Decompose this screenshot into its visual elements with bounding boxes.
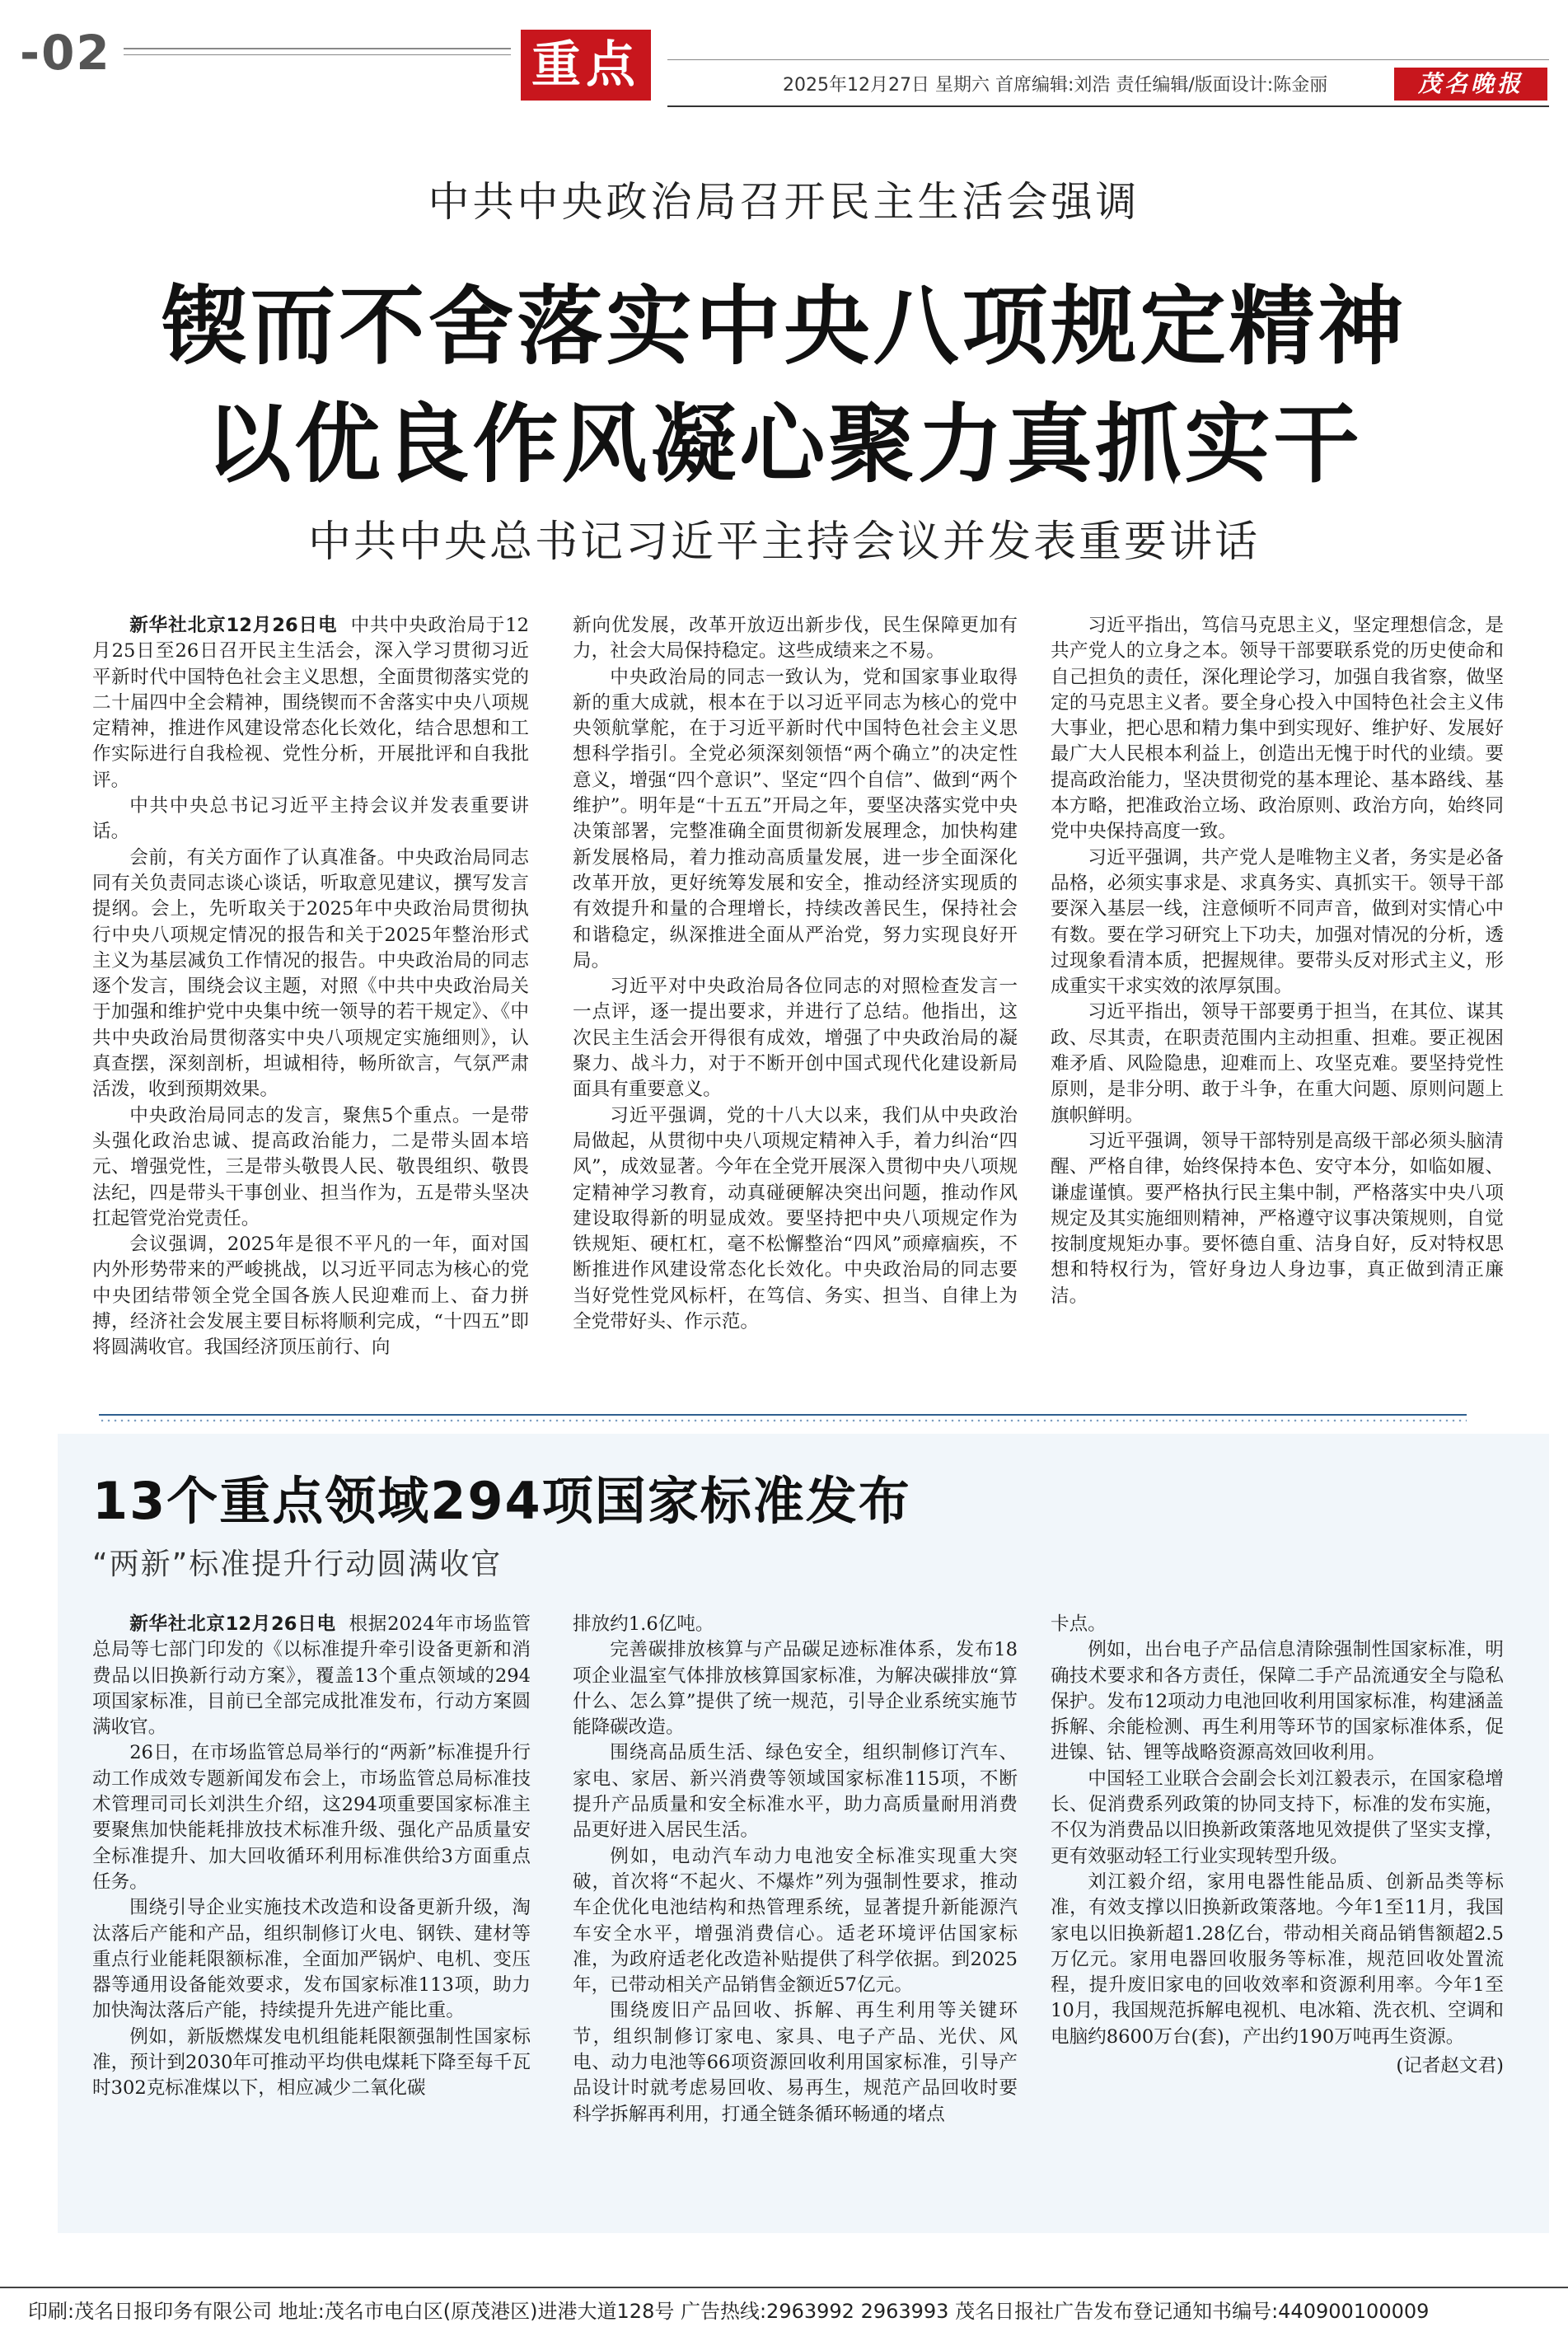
story2-headline: 13个重点领域294项国家标准发布 [92,1471,911,1531]
story1-col1-p3: 会前，有关方面作了认真准备。中央政治局同志同有关负责同志谈心谈话，听取意见建议，撰写发言提纲。会上，先听取关于2025年中央政治局贯彻执行中央八项规定情况的报告和关于2025年整治形式主义为基层减负工作情况的报告。中央政治局的同志逐个发言，围绕会议主题，对照《中共中央政治局关于加强和维护党中央集中统一领导的若干规定》、《中共中央政治局贯彻落实中央八项规定实施细则》，认真查摆，深刻剖析，坦诚相待，畅所欲言，气氛严肃活泼，收到预期效果。 [92,846,529,1101]
story1-column-2 [573,613,1018,1335]
story1-col2-p3: 习近平对中央政治局各位同志的对照检查发言一一点评，逐一提出要求，并进行了总结。他指出，这次民主生活会开得很有成效，增强了中央政治局的凝聚力、战斗力，对于不断开创中国式现代化建设新局面具有重要意义。 [573,976,1018,1101]
story2-col1-p3: 围绕引导企业实施技术改造和设备更新升级，淘汰落后产能和产品，组织制修订火电、钢铁、建材等重点行业能耗限额标准，全面加严锅炉、电机、变压器等通用设备能效要求，发布国家标准113项，助力加快淘汰落后产能，持续提升先进产能比重。 [92,1897,531,2022]
masthead [0,0,1568,124]
story2-column-3 [1051,1612,1504,2079]
story2-col1-p4: 例如，新版燃煤发电机组能耗限额强制性国家标准，预计到2030年可推动平均供电煤耗下降至每千瓦时302克标准煤以下，相应减少二氧化碳 [92,2025,531,2100]
story2-col3-p3: 中国轻工业联合会副会长刘江毅表示，在国家稳增长、促消费系列政策的协同支持下，标准的发布实施，不仅为消费品以旧换新政策落地见效提供了坚实支撑，更有效驱动轻工行业实现转型升级。 [1051,1767,1504,1867]
story1-col3-p2: 习近平强调，共产党人是唯物主义者，务实是必备品格，必须实事求是、求真务实、真抓实干。领导干部要深入基层一线，注意倾听不同声音，做到对实情心中有数。要在学习研究上下功夫，加强对情况的分析，透过现象看清本质，把握规律。要带头反对形式主义，形成重实干求实效的浓厚氛围。 [1051,846,1504,998]
story1-column-3 [1051,613,1504,1309]
story2-col1-p2: 26日，在市场监管总局举行的“两新”标准提升行动工作成效专题新闻发布会上，市场监管总局标准技术管理司司长刘洪生介绍，这294项重要国家标准主要聚焦加快能耗排放技术标准升级、强化产品质量安全标准提升、加大回收循环利用标准供给3方面重点任务。 [92,1742,531,1893]
section-tag: 重点 [521,30,651,101]
story2-col2-p2: 完善碳排放核算与产品碳足迹标准体系，发布18项企业温室气体排放核算国家标准，为解决碳排放“算什么、怎么算”提供了统一规范，引导企业系统实施节能降碳改造。 [573,1639,1018,1739]
story1-col3-p1: 习近平指出，笃信马克思主义，坚定理想信念，是共产党人的立身之本。领导干部要联系党的历史使命和自己担负的责任，深化理论学习，加强自我省察，做坚定的马克思主义者。要全身心投入中国特色社会主义伟大事业，把心思和精力集中到实现好、维护好、发展好最广大人民根本利益上，创造出无愧于时代的业绩。要提高政治能力，坚决贯彻党的基本理论、基本路线、基本方略，把准政治立场、政治原则、政治方向，始终同党中央保持高度一致。 [1051,615,1504,843]
masthead-rule-bottom [667,105,1549,107]
story1-col1-paragraph [92,613,529,794]
masthead-rule-left-lower [124,54,511,55]
masthead-rule-right [667,59,1549,60]
story2-byline: (记者赵文君) [1396,2055,1504,2077]
footer-imprint: 印刷:茂名日报印务有限公司 地址:茂名市电白区(原茂港区)进港大道128号 广告热线:2963992 2963993 茂名日报社广告发布登记通知书编号:440900100009 [28,2300,1430,2323]
story2-col2-p5: 围绕废旧产品回收、拆解、再生利用等关键环节，组织制修订家电、家具、电子产品、光伏、风电、动力电池等66项资源回收利用国家标准，引导产品设计时就考虑易回收、易再生，规范产品回收时要科学拆解再利用，打通全链条循环畅通的堵点 [573,2000,1018,2125]
story1-col2-p2: 中央政治局的同志一致认为，党和国家事业取得新的重大成就，根本在于以习近平同志为核心的党中央领航掌舵，在于习近平新时代中国特色社会主义思想科学指引。全党必须深刻领悟“两个确立”的决定性意义，增强“四个意识”、坚定“四个自信”、做到“两个维护”。明年是“十五五”开局之年，要坚决落实党中央决策部署，完整准确全面贯彻新发展理念，加快构建新发展格局，着力推动高质量发展，进一步全面深化改革开放，更好统筹发展和安全，推动经济实现质的有效提升和量的合理增长，持续改善民生，保持社会和谐稳定，纵深推进全面从严治党，努力实现良好开局。 [573,666,1018,972]
brand-logo: 茂名晚报 [1394,68,1547,101]
story2-subhead: “两新”标准提升行动圆满收官 [92,1547,503,1581]
story1-headline-line2: 以优良作风凝心聚力真抓实干 [205,394,1363,494]
story1-col1-p4: 中央政治局同志的发言，聚焦5个重点。一是带头强化政治忠诚、提高政治能力，二是带头固本培元、增强党性，三是带头敬畏人民、敬畏组织、敬畏法纪，四是带头干事创业、担当作为，五是带头坚决扛起管党治党责任。 [92,1104,529,1229]
story2-col2-p1: 排放约1.6亿吨。 [573,1613,714,1635]
story1-col2-p1: 新向优发展，改革开放迈出新步伐，民生保障更加有力，社会大局保持稳定。这些成绩来之不易。 [573,615,1018,663]
section-divider-dots [99,1419,1467,1422]
story2-lead: 新华社北京12月26日电 [129,1613,336,1635]
story2-col3-p1: 卡点。 [1051,1613,1107,1635]
story2-column-1 [92,1612,531,2102]
footer-rule [0,2287,1568,2288]
story1-col1-p5: 会议强调，2025年是很不平凡的一年，面对国内外形势带来的严峻挑战，以习近平同志为核心的党中央团结带领全党全国各族人民迎难而上、奋力拼搏，经济社会发展主要目标将顺利完成，“十四五”即将圆满收官。我国经济顶压前行、向 [92,1234,529,1359]
dateline: 2025年12月27日 星期六 首席编辑:刘浩 责任编辑/版面设计:陈金丽 [783,75,1328,96]
story1-col2-p4: 习近平强调，党的十八大以来，我们从中央政治局做起，从贯彻中央八项规定精神入手，着力纠治“四风”，成效显著。今年在全党开展深入贯彻中央八项规定精神学习教育，动真碰硬解决突出问题，推动作风建设取得新的明显成效。要坚持把中央八项规定作为铁规矩、硬杠杠，毫不松懈整治“四风”顽瘴痼疾，不断推进作风建设常态化长效化。中央政治局的同志要当好党性党风标杆，在笃信、务实、担当、自律上为全党带好头、作示范。 [573,1104,1018,1333]
story2-col3-p4: 刘江毅介绍，家用电器性能品质、创新品类等标准，有效支撑以旧换新政策落地。今年1至11月，我国家电以旧换新超1.28亿台，带动相关商品销售额超2.5万亿元。家用电器回收服务等标准，规范回收处置流程，提升废旧家电的回收效率和资源利用率。今年1至10月，我国规范拆解电视机、电冰箱、洗衣机、空调和电脑约8600万台(套)，产出约190万吨再生资源。 [1051,1870,1504,2048]
story1-lead: 新华社北京12月26日电 [129,615,338,636]
story2-col2-p3: 围绕高品质生活、绿色安全，组织制修订汽车、家电、家居、新兴消费等领域国家标准115项，不断提升产品质量和安全标准水平，助力高质量耐用消费品更好进入居民生活。 [573,1742,1018,1842]
story2-column-2 [573,1612,1018,2128]
page-number: -02 [20,25,111,81]
story1-subhead: 中共中央总书记习近平主持会议并发表重要讲话 [307,517,1260,567]
masthead-rule-left [124,48,511,49]
story1-headline-line1: 锲而不舍落实中央八项规定精神 [161,276,1407,377]
story2-col1-p1: 根据2024年市场监管总局等七部门印发的《以标准提升牵引设备更新和消费品以旧换新行动方案》，覆盖13个重点领域的294项国家标准，目前已全部完成批准发布，行动方案圆满收官。 [92,1613,531,1739]
story1-column-1 [92,613,529,1361]
story1-col3-p3: 习近平指出，领导干部要勇于担当，在其位、谋其政、尽其责，在职责范围内主动担重、担难。要正视困难矛盾、风险隐患，迎难而上、攻坚克难。要坚持党性原则，是非分明、敢于斗争，在重大问题、原则问题上旗帜鲜明。 [1051,1001,1504,1126]
story1-col3-p4: 习近平强调，领导干部特别是高级干部必须头脑清醒、严格自律，始终保持本色、安守本分，如临如履、谦虚谨慎。要严格执行民主集中制，严格落实中央八项规定及其实施细则精神，严格遵守议事决策规则，自觉按制度规矩办事。要怀德自重、洁身自好，反对特权思想和特权行为，管好身边人身边事，真正做到清正廉洁。 [1051,1130,1504,1307]
story1-col1-p1: 中共中央政治局于12月25日至26日召开民主生活会，深入学习贯彻习近平新时代中国特色社会主义思想，全面贯彻落实党的二十届四中全会精神，围绕锲而不舍落实中央八项规定精神，推进作风建设常态化长效化，结合思想和工作实际进行自我检视、党性分析，开展批评和自我批评。 [92,615,529,791]
story2-col3-p2: 例如，出台电子产品信息清除强制性国家标准，明确技术要求和各方责任，保障二手产品流通安全与隐私保护。发布12项动力电池回收利用国家标准，构建涵盖拆解、余能检测、再生利用等环节的国家标准体系，促进镍、钴、锂等战略资源高效回收利用。 [1051,1639,1504,1764]
section-divider [99,1414,1467,1416]
story2-col2-p4: 例如，电动汽车动力电池安全标准实现重大突破，首次将“不起火、不爆炸”列为强制性要求，推动车企优化电池结构和热管理系统，显著提升新能源汽车安全水平，增强消费信心。适老环境评估国家标准，为政府适老化改造补贴提供了科学依据。到2025年，已带动相关产品销售金额近57亿元。 [573,1845,1018,1997]
story1-col1-p2: 中共中央总书记习近平主持会议并发表重要讲话。 [92,795,529,843]
story1-kicker: 中共中央政治局召开民主生活会强调 [428,178,1140,226]
story2-col1-paragraph [92,1612,531,1740]
